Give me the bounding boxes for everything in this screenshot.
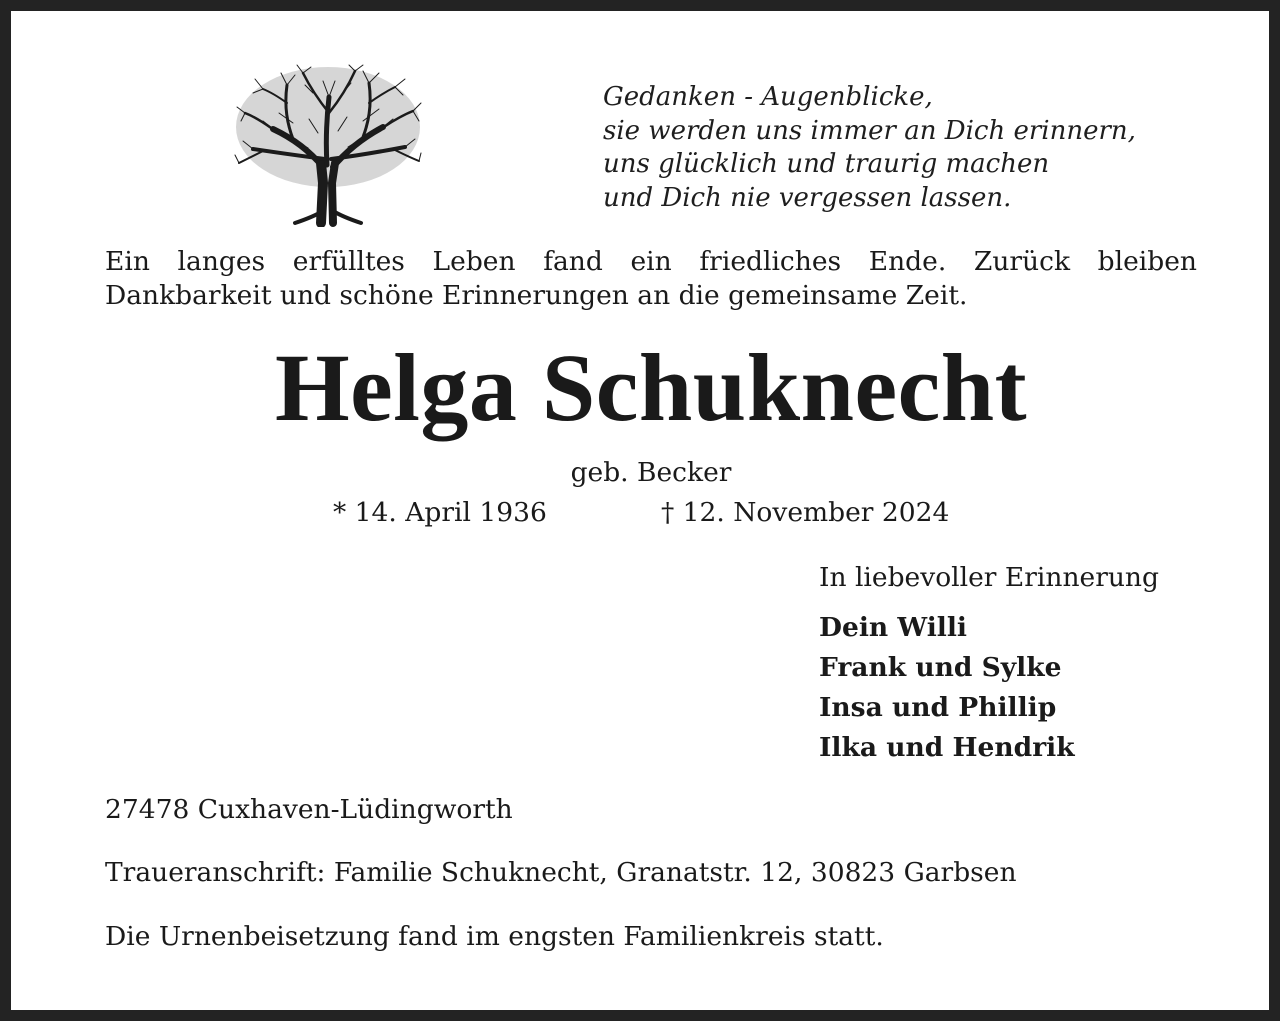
maiden-name: geb. Becker (570, 457, 732, 488)
birth-date: * 14. April 1936 (333, 497, 547, 528)
deceased-name: Helga Schuknecht (274, 334, 1028, 441)
mourner-name: Ilka und Hendrik (819, 732, 1075, 763)
burial-note: Die Urnenbeisetzung fand im engsten Familienkreis statt. (105, 921, 884, 952)
poem (603, 81, 1136, 215)
poem-line: und Dich nie vergessen lassen. (603, 182, 1012, 213)
mourner-name: Frank und Sylke (819, 652, 1062, 683)
memory-label: In liebevoller Erinnerung (819, 562, 1159, 593)
mourner-name: Dein Willi (819, 612, 967, 643)
city-line: 27478 Cuxhaven-Lüdingworth (105, 794, 513, 825)
mourner-name: Insa und Phillip (819, 692, 1057, 723)
poem-line: sie werden uns immer an Dich erinnern, (603, 115, 1136, 146)
mourning-address: Traueranschrift: Familie Schuknecht, Granatstr. 12, 30823 Garbsen (105, 857, 1017, 888)
mourners-list (819, 608, 1075, 768)
death-date: † 12. November 2024 (661, 497, 950, 528)
oak-tree-icon (233, 63, 423, 227)
intro-text: Ein langes erfülltes Leben fand ein friedliches Ende. Zurück bleiben Dankbarkeit und schöne Erinnerungen an die gemeinsame Zeit. (105, 246, 1197, 311)
poem-line: Gedanken - Augenblicke, (603, 82, 933, 112)
poem-line: uns glücklich und traurig machen (603, 149, 1050, 179)
